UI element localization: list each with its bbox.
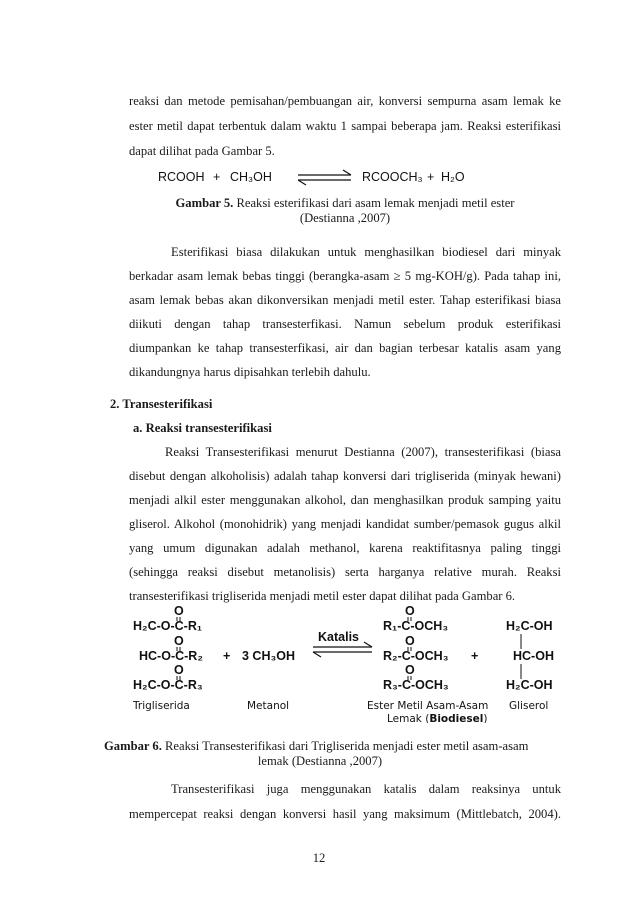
label-biodiesel: Biodiesel	[429, 713, 484, 723]
paragraph-1-line-2: ester metil dapat terbentuk dalam waktu 1 sampai beberapa jam. Reaksi esterifikasi	[129, 119, 561, 133]
label-gliserol: Gliserol	[509, 700, 549, 712]
reaction-plus-1: +	[213, 170, 221, 184]
page-number: 12	[312, 851, 326, 865]
figure-6-caption-text: Reaksi Transesterifikasi dari Trigliserida menjadi ester metil asam-asam	[161, 739, 529, 753]
paragraph-3-line-7: transesterifikasi trigliserida menjadi metil ester dapat dilihat pada Gambar 6.	[129, 589, 516, 603]
paragraph-2-line-1: Esterifikasi biasa dilakukan untuk menghasilkan biodiesel dari minyak	[171, 245, 561, 259]
tg-carbonyl-o-3: O	[174, 663, 184, 677]
figure-5-caption	[170, 195, 520, 211]
reaction-plus-2: +	[427, 170, 435, 184]
label-trigliserida: Trigliserida	[133, 700, 190, 712]
label-ester-line-1: Ester Metil Asam-Asam	[367, 700, 489, 712]
paragraph-3-line-1: Reaksi Transesterifikasi menurut Destianna (2007), transesterifikasi (biasa	[165, 445, 561, 459]
paragraph-3-line-3: menjadi alkil ester menggunakan alkohol, dan menghasilkan produk samping yaitu	[129, 493, 561, 507]
ester-carbonyl-o-1: O	[405, 604, 415, 618]
transesterification-reaction	[125, 603, 565, 723]
reactant-methanol: CH₃OH	[230, 170, 272, 184]
tg-carbonyl-o-2: O	[174, 634, 184, 648]
paragraph-3-line-6: (sehingga reaksi disebut metanolisis) serta harganya relative murah. Reaksi	[129, 565, 561, 579]
tg-row-3: H₂C-O-C-R₃	[133, 678, 203, 692]
reaction-2-plus-2: +	[471, 649, 479, 663]
paragraph-3-line-2: disebut dengan alkoholisis) adalah tahap konversi dari trigliserida (minyak hewani)	[129, 469, 561, 483]
ester-row-2: R₂-C-OCH₃	[383, 649, 449, 663]
paragraph-4-line-1: Transesterifikasi juga menggunakan katalis dalam reaksinya untuk	[171, 782, 561, 796]
ester-carbonyl-o-2: O	[405, 634, 415, 648]
paragraph-4-line-2: mempercepat reaksi dengan konversi hasil yang maksimum (Mittlebatch, 2004).	[129, 807, 561, 821]
label-metanol: Metanol	[247, 700, 290, 712]
glycerol-row-3: H₂C-OH	[506, 678, 553, 692]
tg-row-1: H₂C-O-C-R₁	[133, 619, 203, 633]
ester-carbonyl-o-3: O	[405, 663, 415, 677]
equilibrium-arrow-icon	[313, 642, 372, 657]
figure-6-caption	[104, 738, 528, 754]
figure-5-caption-text: Reaksi esterifikasi dari asam lemak menjadi metil ester	[233, 196, 515, 210]
figure-6-label: Gambar 6.	[104, 739, 162, 753]
catalyst-label: Katalis	[318, 630, 359, 644]
figure-6-caption-line-2: lemak (Destianna ,2007)	[257, 754, 383, 768]
label-ester-line-2	[387, 713, 487, 723]
product-water: H₂O	[441, 170, 465, 184]
reactant-3-methanol: 3 CH₃OH	[242, 649, 296, 663]
label-ester-2c: )	[483, 713, 488, 723]
glycerol-row-2: HC-OH	[513, 649, 554, 663]
equilibrium-arrow-icon	[298, 170, 351, 185]
ester-row-3: R₃-C-OCH₃	[383, 678, 449, 692]
paragraph-2-line-5: diumpankan ke tahap transesterfikasi, air dan bagian terbesar katalis asam yang	[129, 341, 561, 355]
figure-5-source: (Destianna ,2007)	[299, 211, 391, 225]
paragraph-2-line-2: berkadar asam lemak bebas tinggi (berangka-asam ≥ 5 mg-KOH/g). Pada tahap ini,	[129, 269, 561, 283]
figure-5-label: Gambar 5.	[175, 196, 234, 210]
section-heading-transesterifikasi: 2. Transesterifikasi	[110, 397, 213, 411]
paragraph-1-line-1: reaksi dan metode pemisahan/pembuangan air, konversi sempurna asam lemak ke	[129, 94, 561, 108]
tg-carbonyl-o-1: O	[174, 604, 184, 618]
ester-row-1: R₁-C-OCH₃	[383, 619, 449, 633]
product-methyl-ester: RCOOCH₃	[362, 170, 423, 184]
tg-row-2: HC-O-C-R₂	[139, 649, 203, 663]
paragraph-2-line-4: diikuti dengan tahap transesterfikasi. Namun sebelum produk esterifikasi	[129, 317, 561, 331]
subsection-heading-reaksi: a. Reaksi transesterifikasi	[133, 421, 272, 435]
reaction-2-plus-1: +	[223, 649, 231, 663]
glycerol-row-1: H₂C-OH	[506, 619, 553, 633]
reactant-rcooh: RCOOH	[158, 170, 205, 184]
paragraph-3-line-4: gliserol. Alkohol (monohidrik) yang menjadi kandidat sumber/pemasok gugus alkil	[129, 517, 561, 531]
label-ester-2a: Lemak (	[387, 713, 430, 723]
paragraph-2-line-3: asam lemak bebas akan dikonversikan menjadi metil ester. Tahap esterifikasi biasa	[129, 293, 561, 307]
paragraph-1-line-3: dapat dilihat pada Gambar 5.	[129, 144, 275, 158]
paragraph-3-line-5: yang umum digunakan adalah methanol, karena reaktifitasnya paling tinggi	[129, 541, 561, 555]
paragraph-2-line-6: dikandungnya harus dipisahkan terlebih dahulu.	[129, 365, 371, 379]
esterification-reaction	[158, 166, 468, 188]
